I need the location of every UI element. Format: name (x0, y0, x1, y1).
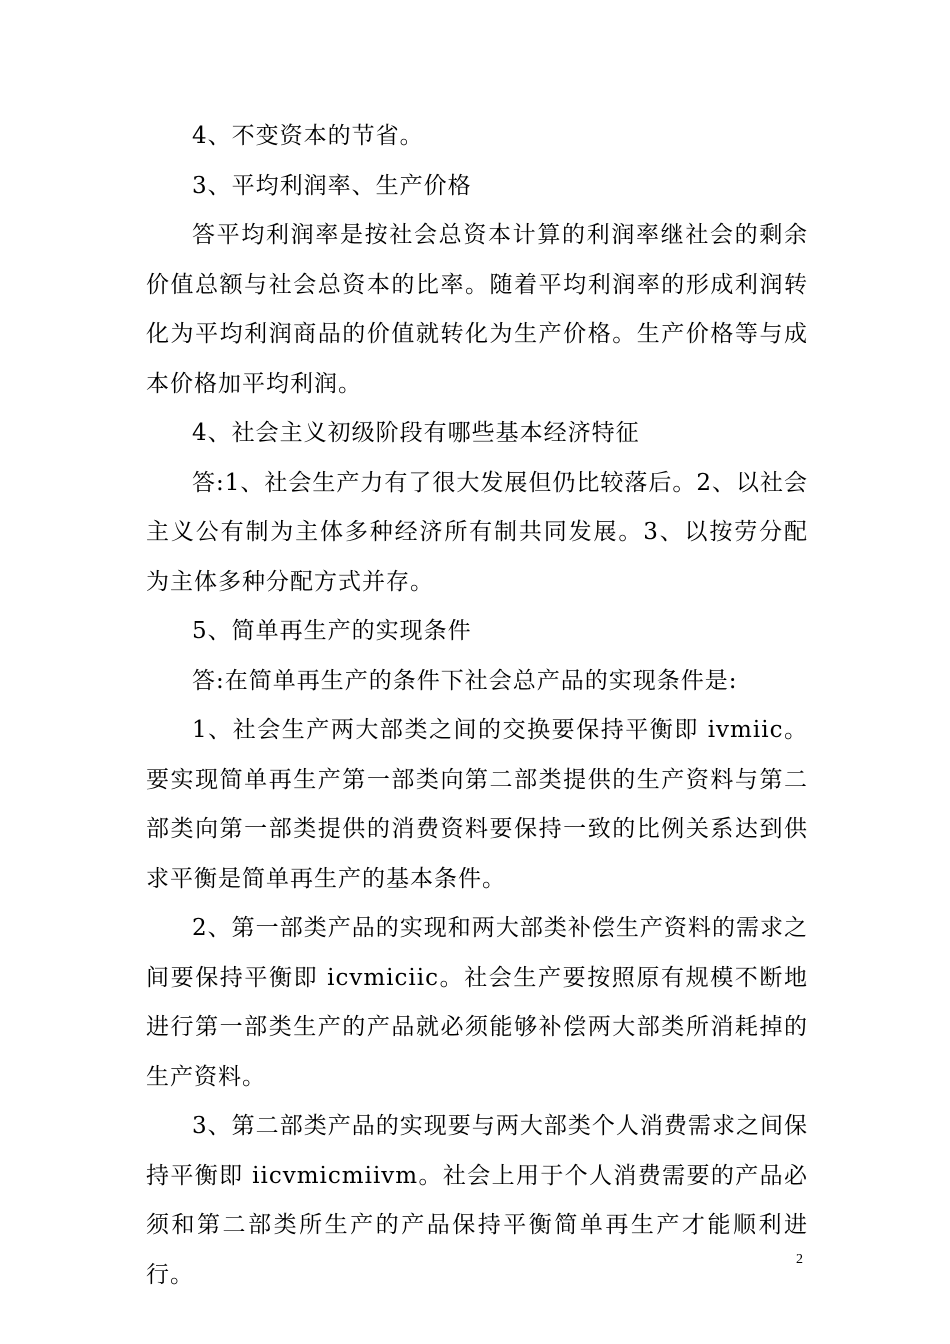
paragraph-heading-primary-stage: 4、社会主义初级阶段有哪些基本经济特征 (192, 420, 640, 446)
paragraph-condition-2: 2、第一部类产品的实现和两大部类补偿生产资料的需求之间要保持平衡即 icvmiciic。社会生产要按照原有规模不断地进行第一部类生产的产品就必须能够补偿两大部类所消耗掉的生产资料。 (146, 915, 808, 1090)
paragraph-condition-3: 3、第二部类产品的实现要与两大部类个人消费需求之间保持平衡即 iicvmicmiivm。社会上用于个人消费需要的产品必须和第二部类所生产的产品保持平衡简单再生产才能顺利进行。 (146, 1113, 808, 1288)
paragraph-answer-intro: 答:在简单再生产的条件下社会总产品的实现条件是: (192, 667, 738, 694)
document-body (146, 112, 808, 1300)
paragraph-heading-simple-reproduction: 5、简单再生产的实现条件 (192, 618, 472, 644)
paragraph-condition-1: 1、社会生产两大部类之间的交换要保持平衡即 ivmiic。要实现简单再生产第一部类向第二部类提供的生产资料与第二部类向第一部类提供的消费资料要保持一致的比例关系达到供求平衡是简单再生产的基本条件。 (146, 717, 808, 892)
paragraph-answer-average-profit: 答平均利润率是按社会总资本计算的利润率继社会的剩余价值总额与社会总资本的比率。随着平均利润率的形成利润转化为平均利润商品的价值就转化为生产价格。生产价格等与成本价格加平均利润。 (146, 222, 808, 397)
paragraph-heading-average-profit: 3、平均利润率、生产价格 (192, 172, 472, 199)
paragraph-answer-primary-stage: 答:1、社会生产力有了很大发展但仍比较落后。2、以社会主义公有制为主体多种经济所有制共同发展。3、以按劳分配为主体多种分配方式并存。 (146, 469, 809, 595)
paragraph-heading-constant-capital: 4、不变资本的节省。 (192, 123, 424, 149)
page-number: 2 (796, 1252, 803, 1267)
